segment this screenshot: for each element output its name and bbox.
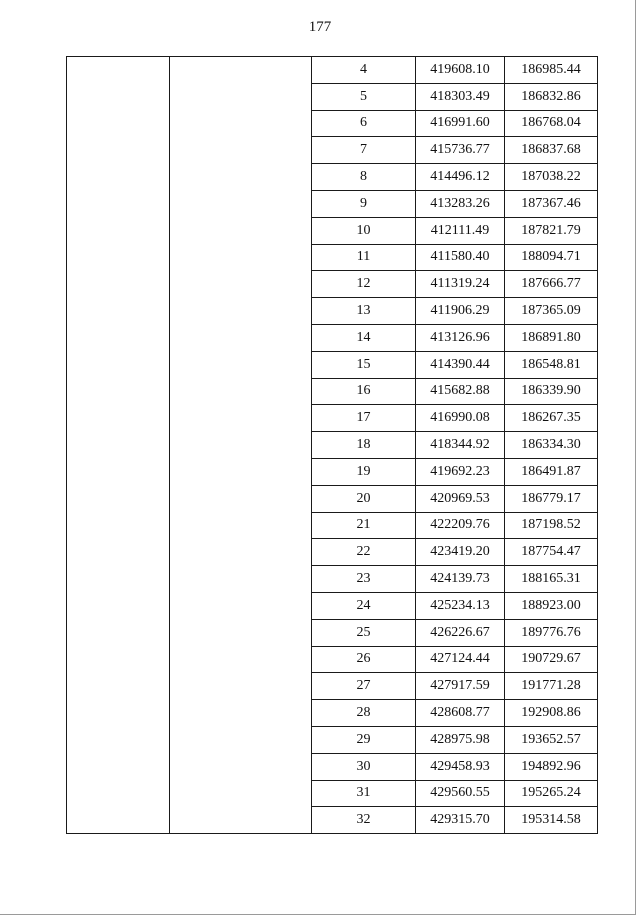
y-coordinate-cell: 186832.86 xyxy=(505,83,598,110)
y-coordinate-cell: 188094.71 xyxy=(505,244,598,271)
coordinates-table-body xyxy=(67,57,598,834)
point-number-cell: 12 xyxy=(312,271,416,298)
point-number-cell: 20 xyxy=(312,485,416,512)
x-coordinate-cell: 419608.10 xyxy=(416,57,505,84)
x-coordinate-cell: 411906.29 xyxy=(416,298,505,325)
y-coordinate-cell: 187821.79 xyxy=(505,217,598,244)
point-number-cell: 32 xyxy=(312,807,416,834)
point-number-cell: 26 xyxy=(312,646,416,673)
point-number-cell: 17 xyxy=(312,405,416,432)
x-coordinate-cell: 428608.77 xyxy=(416,700,505,727)
x-coordinate-cell: 427917.59 xyxy=(416,673,505,700)
x-coordinate-cell: 427124.44 xyxy=(416,646,505,673)
y-coordinate-cell: 188165.31 xyxy=(505,566,598,593)
y-coordinate-cell: 186548.81 xyxy=(505,351,598,378)
coordinates-table-wrapper xyxy=(66,56,598,834)
x-coordinate-cell: 426226.67 xyxy=(416,619,505,646)
coordinates-table xyxy=(66,56,598,834)
y-coordinate-cell: 190729.67 xyxy=(505,646,598,673)
x-coordinate-cell: 425234.13 xyxy=(416,592,505,619)
point-number-cell: 22 xyxy=(312,539,416,566)
point-number-cell: 28 xyxy=(312,700,416,727)
x-coordinate-cell: 428975.98 xyxy=(416,726,505,753)
y-coordinate-cell: 186779.17 xyxy=(505,485,598,512)
merged-empty-cell-1 xyxy=(67,57,170,834)
y-coordinate-cell: 187754.47 xyxy=(505,539,598,566)
x-coordinate-cell: 414390.44 xyxy=(416,351,505,378)
y-coordinate-cell: 187365.09 xyxy=(505,298,598,325)
point-number-cell: 31 xyxy=(312,780,416,807)
y-coordinate-cell: 195265.24 xyxy=(505,780,598,807)
point-number-cell: 6 xyxy=(312,110,416,137)
y-coordinate-cell: 188923.00 xyxy=(505,592,598,619)
x-coordinate-cell: 429560.55 xyxy=(416,780,505,807)
x-coordinate-cell: 415682.88 xyxy=(416,378,505,405)
y-coordinate-cell: 186768.04 xyxy=(505,110,598,137)
y-coordinate-cell: 189776.76 xyxy=(505,619,598,646)
x-coordinate-cell: 424139.73 xyxy=(416,566,505,593)
x-coordinate-cell: 419692.23 xyxy=(416,458,505,485)
x-coordinate-cell: 416991.60 xyxy=(416,110,505,137)
point-number-cell: 23 xyxy=(312,566,416,593)
point-number-cell: 14 xyxy=(312,324,416,351)
y-coordinate-cell: 194892.96 xyxy=(505,753,598,780)
point-number-cell: 7 xyxy=(312,137,416,164)
point-number-cell: 29 xyxy=(312,726,416,753)
y-coordinate-cell: 193652.57 xyxy=(505,726,598,753)
x-coordinate-cell: 420969.53 xyxy=(416,485,505,512)
y-coordinate-cell: 186985.44 xyxy=(505,57,598,84)
point-number-cell: 27 xyxy=(312,673,416,700)
y-coordinate-cell: 187367.46 xyxy=(505,190,598,217)
point-number-cell: 11 xyxy=(312,244,416,271)
point-number-cell: 9 xyxy=(312,190,416,217)
merged-empty-cell-2 xyxy=(170,57,312,834)
y-coordinate-cell: 187198.52 xyxy=(505,512,598,539)
x-coordinate-cell: 412111.49 xyxy=(416,217,505,244)
point-number-cell: 25 xyxy=(312,619,416,646)
y-coordinate-cell: 195314.58 xyxy=(505,807,598,834)
point-number-cell: 24 xyxy=(312,592,416,619)
point-number-cell: 13 xyxy=(312,298,416,325)
point-number-cell: 10 xyxy=(312,217,416,244)
x-coordinate-cell: 418303.49 xyxy=(416,83,505,110)
point-number-cell: 8 xyxy=(312,164,416,191)
y-coordinate-cell: 187038.22 xyxy=(505,164,598,191)
y-coordinate-cell: 192908.86 xyxy=(505,700,598,727)
point-number-cell: 4 xyxy=(312,57,416,84)
x-coordinate-cell: 416990.08 xyxy=(416,405,505,432)
point-number-cell: 30 xyxy=(312,753,416,780)
y-coordinate-cell: 186837.68 xyxy=(505,137,598,164)
x-coordinate-cell: 415736.77 xyxy=(416,137,505,164)
point-number-cell: 15 xyxy=(312,351,416,378)
point-number-cell: 5 xyxy=(312,83,416,110)
x-coordinate-cell: 411319.24 xyxy=(416,271,505,298)
point-number-cell: 19 xyxy=(312,458,416,485)
y-coordinate-cell: 186334.30 xyxy=(505,432,598,459)
point-number-cell: 16 xyxy=(312,378,416,405)
y-coordinate-cell: 186267.35 xyxy=(505,405,598,432)
y-coordinate-cell: 186339.90 xyxy=(505,378,598,405)
table-row xyxy=(67,57,598,84)
page-number: 177 xyxy=(308,19,332,35)
x-coordinate-cell: 411580.40 xyxy=(416,244,505,271)
y-coordinate-cell: 186491.87 xyxy=(505,458,598,485)
x-coordinate-cell: 414496.12 xyxy=(416,164,505,191)
x-coordinate-cell: 418344.92 xyxy=(416,432,505,459)
point-number-cell: 18 xyxy=(312,432,416,459)
y-coordinate-cell: 186891.80 xyxy=(505,324,598,351)
y-coordinate-cell: 187666.77 xyxy=(505,271,598,298)
x-coordinate-cell: 413126.96 xyxy=(416,324,505,351)
x-coordinate-cell: 413283.26 xyxy=(416,190,505,217)
y-coordinate-cell: 191771.28 xyxy=(505,673,598,700)
x-coordinate-cell: 422209.76 xyxy=(416,512,505,539)
point-number-cell: 21 xyxy=(312,512,416,539)
x-coordinate-cell: 429315.70 xyxy=(416,807,505,834)
x-coordinate-cell: 423419.20 xyxy=(416,539,505,566)
x-coordinate-cell: 429458.93 xyxy=(416,753,505,780)
